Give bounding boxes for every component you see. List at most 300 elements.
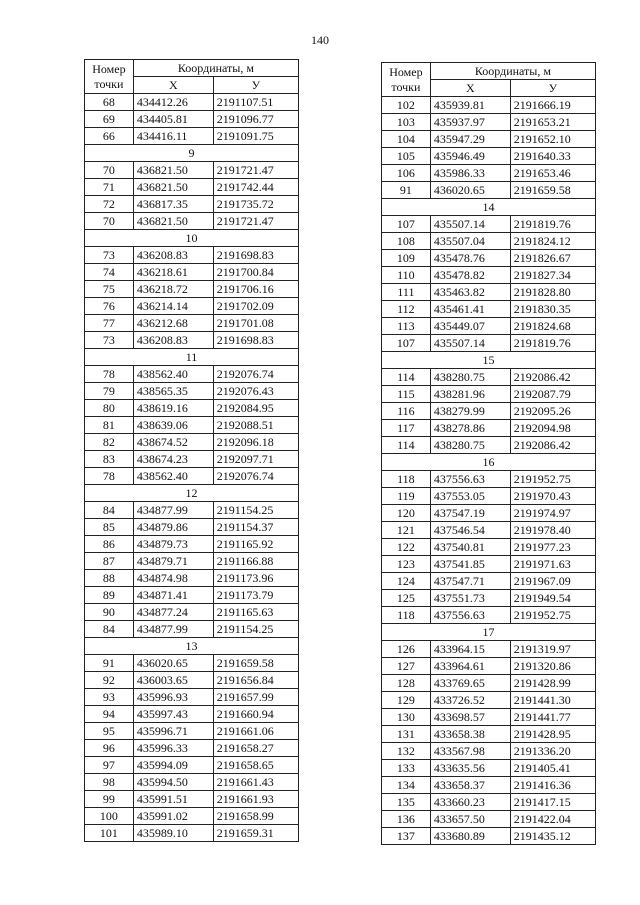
point-number: 120 [382, 505, 431, 522]
table-row [85, 162, 299, 179]
table-row [382, 420, 596, 437]
y-coordinate: 2191154.25 [213, 621, 298, 638]
y-coordinate: 2191706.16 [213, 281, 298, 298]
point-number: 76 [85, 298, 134, 315]
table-row [382, 590, 596, 607]
y-coordinate: 2192076.74 [213, 366, 298, 383]
y-coordinate: 2191702.09 [213, 298, 298, 315]
y-coordinate: 2191735.72 [213, 196, 298, 213]
x-coordinate: 435478.76 [430, 250, 510, 267]
x-coordinate: 436821.50 [133, 179, 213, 196]
x-coordinate: 433660.23 [430, 794, 510, 811]
y-coordinate: 2192096.18 [213, 434, 298, 451]
y-coordinate: 2191824.12 [510, 233, 595, 250]
point-number: 108 [382, 233, 431, 250]
table-row [382, 760, 596, 777]
y-coordinate: 2192076.74 [213, 468, 298, 485]
x-coordinate: 435994.09 [133, 757, 213, 774]
x-coordinate: 438674.23 [133, 451, 213, 468]
group-row [85, 485, 299, 502]
group-label: 15 [382, 352, 596, 369]
x-coordinate: 435996.33 [133, 740, 213, 757]
table-row [85, 213, 299, 230]
table-row [382, 97, 596, 114]
x-coordinate: 434879.71 [133, 553, 213, 570]
table-row [382, 777, 596, 794]
table-row [382, 369, 596, 386]
x-coordinate: 435507.14 [430, 335, 510, 352]
group-row [85, 145, 299, 162]
table-row [85, 502, 299, 519]
x-coordinate: 438674.52 [133, 434, 213, 451]
y-coordinate: 2191653.46 [510, 165, 595, 182]
point-number: 91 [85, 655, 134, 672]
group-label: 11 [85, 349, 299, 366]
table-row [382, 488, 596, 505]
point-number: 94 [85, 706, 134, 723]
page-number: 140 [311, 33, 329, 47]
y-coordinate: 2191826.67 [510, 250, 595, 267]
point-number: 125 [382, 590, 431, 607]
y-coordinate: 2191659.58 [213, 655, 298, 672]
x-coordinate: 438279.99 [430, 403, 510, 420]
table-row [85, 417, 299, 434]
point-number-header [85, 60, 134, 94]
point-number: 137 [382, 828, 431, 845]
point-number: 128 [382, 675, 431, 692]
y-coordinate: 2191949.54 [510, 590, 595, 607]
x-coordinate: 433769.65 [430, 675, 510, 692]
point-number: 78 [85, 468, 134, 485]
point-number: 109 [382, 250, 431, 267]
x-coordinate: 438280.75 [430, 369, 510, 386]
x-coordinate: 433726.52 [430, 692, 510, 709]
y-coordinate: 2191653.21 [510, 114, 595, 131]
table-row [382, 675, 596, 692]
y-coordinate: 2192086.42 [510, 437, 595, 454]
x-coordinate: 435994.50 [133, 774, 213, 791]
table-row [382, 182, 596, 199]
point-number: 136 [382, 811, 431, 828]
table-row [382, 250, 596, 267]
x-coordinate: 433567.98 [430, 743, 510, 760]
y-coordinate: 2191721.47 [213, 162, 298, 179]
x-coordinate: 435947.29 [430, 131, 510, 148]
table-row [382, 471, 596, 488]
y-coordinate: 2191700.84 [213, 264, 298, 281]
point-number: 81 [85, 417, 134, 434]
table-row [382, 726, 596, 743]
table-row [382, 148, 596, 165]
table-row [85, 723, 299, 740]
group-row [382, 454, 596, 471]
table-row [85, 587, 299, 604]
table-body-left [85, 94, 299, 842]
y-coordinate: 2191661.06 [213, 723, 298, 740]
table-row [85, 706, 299, 723]
point-number: 119 [382, 488, 431, 505]
point-number: 95 [85, 723, 134, 740]
x-coordinate: 436821.50 [133, 213, 213, 230]
group-row [382, 199, 596, 216]
x-coordinate: 435507.14 [430, 216, 510, 233]
x-coordinate: 437556.63 [430, 471, 510, 488]
x-coordinate: 434405.81 [133, 111, 213, 128]
table-row [85, 383, 299, 400]
x-header: X [430, 80, 510, 97]
group-label: 10 [85, 230, 299, 247]
point-number: 113 [382, 318, 431, 335]
y-coordinate: 2191656.84 [213, 672, 298, 689]
y-coordinate: 2191107.51 [213, 94, 298, 111]
x-coordinate: 436817.35 [133, 196, 213, 213]
table-row [85, 128, 299, 145]
y-coordinate: 2191978.40 [510, 522, 595, 539]
point-number: 98 [85, 774, 134, 791]
table-row [382, 437, 596, 454]
y-coordinate: 2191658.99 [213, 808, 298, 825]
coordinates-header: Координаты, м [430, 63, 595, 80]
table-row [382, 267, 596, 284]
y-coordinate: 2192087.79 [510, 386, 595, 403]
table-row [382, 794, 596, 811]
x-coordinate: 437553.05 [430, 488, 510, 505]
table-row [382, 131, 596, 148]
point-number: 73 [85, 332, 134, 349]
y-coordinate: 2191828.80 [510, 284, 595, 301]
point-number: 85 [85, 519, 134, 536]
table-row [382, 522, 596, 539]
y-coordinate: 2191830.35 [510, 301, 595, 318]
point-number: 92 [85, 672, 134, 689]
table-row [85, 774, 299, 791]
table-row [85, 111, 299, 128]
point-number: 87 [85, 553, 134, 570]
coordinates-header: Координаты, м [133, 60, 298, 77]
y-coordinate: 2191658.27 [213, 740, 298, 757]
y-coordinate: 2191657.99 [213, 689, 298, 706]
table-row [382, 658, 596, 675]
table-row [382, 743, 596, 760]
table-row [85, 740, 299, 757]
x-coordinate: 438562.40 [133, 366, 213, 383]
y-coordinate: 2191096.77 [213, 111, 298, 128]
y-coordinate: 2191165.63 [213, 604, 298, 621]
point-number: 131 [382, 726, 431, 743]
table-row [85, 604, 299, 621]
table-row [382, 505, 596, 522]
table-row [85, 179, 299, 196]
y-coordinate: 2191405.41 [510, 760, 595, 777]
x-coordinate: 435478.82 [430, 267, 510, 284]
y-coordinate: 2191659.58 [510, 182, 595, 199]
point-number-header-line2: точки [391, 79, 421, 94]
table-row [85, 196, 299, 213]
point-number: 130 [382, 709, 431, 726]
point-number: 127 [382, 658, 431, 675]
point-number-header-line1: Номер [389, 64, 423, 79]
x-coordinate: 435449.07 [430, 318, 510, 335]
group-label: 12 [85, 485, 299, 502]
table-row [85, 519, 299, 536]
point-number: 69 [85, 111, 134, 128]
point-number: 112 [382, 301, 431, 318]
group-label: 14 [382, 199, 596, 216]
x-coordinate: 436208.83 [133, 247, 213, 264]
x-coordinate: 435937.97 [430, 114, 510, 131]
group-label: 17 [382, 624, 596, 641]
y-coordinate: 2191977.23 [510, 539, 595, 556]
table-row [382, 403, 596, 420]
y-coordinate: 2191974.97 [510, 505, 595, 522]
point-number: 91 [382, 182, 431, 199]
point-number-header-line1: Номер [92, 61, 126, 76]
x-coordinate: 433964.15 [430, 641, 510, 658]
point-number: 118 [382, 607, 431, 624]
y-coordinate: 2192084.95 [213, 400, 298, 417]
point-number: 80 [85, 400, 134, 417]
table-row [85, 315, 299, 332]
x-coordinate: 437541.85 [430, 556, 510, 573]
y-coordinate: 2191416.36 [510, 777, 595, 794]
table-row [382, 828, 596, 845]
y-coordinate: 2191742.44 [213, 179, 298, 196]
y-coordinate: 2191666.19 [510, 97, 595, 114]
y-coordinate: 2191091.75 [213, 128, 298, 145]
point-number: 66 [85, 128, 134, 145]
y-coordinate: 2192095.26 [510, 403, 595, 420]
x-coordinate: 433680.89 [430, 828, 510, 845]
x-coordinate: 435991.51 [133, 791, 213, 808]
point-number: 126 [382, 641, 431, 658]
x-coordinate: 435939.81 [430, 97, 510, 114]
x-coordinate: 438565.35 [133, 383, 213, 400]
table-row [382, 318, 596, 335]
group-label: 16 [382, 454, 596, 471]
x-coordinate: 436218.72 [133, 281, 213, 298]
x-coordinate: 435986.33 [430, 165, 510, 182]
x-coordinate: 435996.93 [133, 689, 213, 706]
y-coordinate: 2191721.47 [213, 213, 298, 230]
table-row [85, 757, 299, 774]
x-coordinate: 435997.43 [133, 706, 213, 723]
point-number: 89 [85, 587, 134, 604]
x-coordinate: 438562.40 [133, 468, 213, 485]
point-number: 79 [85, 383, 134, 400]
x-coordinate: 434874.98 [133, 570, 213, 587]
table-row [382, 233, 596, 250]
point-number: 93 [85, 689, 134, 706]
point-number: 71 [85, 179, 134, 196]
table-row [382, 607, 596, 624]
point-number: 84 [85, 621, 134, 638]
x-coordinate: 438280.75 [430, 437, 510, 454]
table-row [85, 94, 299, 111]
table-row [85, 468, 299, 485]
group-row [85, 349, 299, 366]
x-coordinate: 436218.61 [133, 264, 213, 281]
point-number: 78 [85, 366, 134, 383]
table-row [382, 386, 596, 403]
y-coordinate: 2192088.51 [213, 417, 298, 434]
x-coordinate: 435989.10 [133, 825, 213, 842]
x-coordinate: 435461.41 [430, 301, 510, 318]
table-row [382, 301, 596, 318]
y-coordinate: 2191428.95 [510, 726, 595, 743]
point-number: 104 [382, 131, 431, 148]
y-coordinate: 2191441.30 [510, 692, 595, 709]
table-row [382, 573, 596, 590]
x-coordinate: 435463.82 [430, 284, 510, 301]
x-coordinate: 434877.24 [133, 604, 213, 621]
y-coordinate: 2191952.75 [510, 607, 595, 624]
x-coordinate: 436020.65 [133, 655, 213, 672]
y-coordinate: 2191640.33 [510, 148, 595, 165]
table-row [85, 825, 299, 842]
table-row [382, 114, 596, 131]
group-row [85, 230, 299, 247]
x-coordinate: 437546.54 [430, 522, 510, 539]
point-number: 114 [382, 437, 431, 454]
y-coordinate: 2191428.99 [510, 675, 595, 692]
point-number: 117 [382, 420, 431, 437]
point-number: 100 [85, 808, 134, 825]
table-row [85, 808, 299, 825]
y-coordinate: 2191320.86 [510, 658, 595, 675]
x-coordinate: 435946.49 [430, 148, 510, 165]
point-number: 82 [85, 434, 134, 451]
coordinates-table-left [84, 59, 299, 842]
point-number: 70 [85, 162, 134, 179]
point-number: 102 [382, 97, 431, 114]
x-coordinate: 437540.81 [430, 539, 510, 556]
point-number: 106 [382, 165, 431, 182]
table-row [85, 553, 299, 570]
y-coordinate: 2191661.43 [213, 774, 298, 791]
group-row [85, 638, 299, 655]
table-row [85, 434, 299, 451]
point-number: 107 [382, 216, 431, 233]
x-coordinate: 436020.65 [430, 182, 510, 199]
point-number: 99 [85, 791, 134, 808]
point-number: 90 [85, 604, 134, 621]
x-coordinate: 436212.68 [133, 315, 213, 332]
y-coordinate: 2191819.76 [510, 335, 595, 352]
table-row [85, 332, 299, 349]
x-coordinate: 434877.99 [133, 621, 213, 638]
point-number: 134 [382, 777, 431, 794]
y-coordinate: 2191417.15 [510, 794, 595, 811]
point-number: 88 [85, 570, 134, 587]
y-coordinate: 2191952.75 [510, 471, 595, 488]
x-coordinate: 437551.73 [430, 590, 510, 607]
x-header: X [133, 77, 213, 94]
table-row [85, 689, 299, 706]
point-number: 101 [85, 825, 134, 842]
table-row [382, 284, 596, 301]
x-coordinate: 435507.04 [430, 233, 510, 250]
y-coordinate: 2191824.68 [510, 318, 595, 335]
y-coordinate: 2191441.77 [510, 709, 595, 726]
point-number: 75 [85, 281, 134, 298]
point-number: 70 [85, 213, 134, 230]
y-coordinate: 2192094.98 [510, 420, 595, 437]
y-coordinate: 2191660.94 [213, 706, 298, 723]
y-coordinate: 2191336.20 [510, 743, 595, 760]
table-body-right [382, 97, 596, 845]
point-number: 114 [382, 369, 431, 386]
table-row [85, 621, 299, 638]
y-coordinate: 2191698.83 [213, 247, 298, 264]
table-row [85, 264, 299, 281]
group-label: 9 [85, 145, 299, 162]
table-row [382, 641, 596, 658]
table-row [85, 400, 299, 417]
x-coordinate: 434877.99 [133, 502, 213, 519]
point-number: 103 [382, 114, 431, 131]
point-number: 83 [85, 451, 134, 468]
point-number: 97 [85, 757, 134, 774]
x-coordinate: 438639.06 [133, 417, 213, 434]
point-number: 110 [382, 267, 431, 284]
x-coordinate: 433658.37 [430, 777, 510, 794]
point-number: 121 [382, 522, 431, 539]
header-row [382, 63, 596, 80]
y-coordinate: 2191166.88 [213, 553, 298, 570]
y-header: У [213, 77, 298, 94]
x-coordinate: 434412.26 [133, 94, 213, 111]
x-coordinate: 433698.57 [430, 709, 510, 726]
table-row [382, 811, 596, 828]
x-coordinate: 434879.73 [133, 536, 213, 553]
y-coordinate: 2191173.79 [213, 587, 298, 604]
y-coordinate: 2191422.04 [510, 811, 595, 828]
group-row [382, 624, 596, 641]
table-row [85, 298, 299, 315]
x-coordinate: 437547.71 [430, 573, 510, 590]
x-coordinate: 433657.50 [430, 811, 510, 828]
point-number: 118 [382, 471, 431, 488]
y-coordinate: 2191652.10 [510, 131, 595, 148]
table-row [85, 451, 299, 468]
y-coordinate: 2191827.34 [510, 267, 595, 284]
point-number: 129 [382, 692, 431, 709]
x-coordinate: 438281.96 [430, 386, 510, 403]
x-coordinate: 438278.86 [430, 420, 510, 437]
point-number: 123 [382, 556, 431, 573]
x-coordinate: 438619.16 [133, 400, 213, 417]
table-row [85, 536, 299, 553]
group-row [382, 352, 596, 369]
table-row [382, 165, 596, 182]
y-coordinate: 2192076.43 [213, 383, 298, 400]
point-number: 111 [382, 284, 431, 301]
point-number: 116 [382, 403, 431, 420]
y-coordinate: 2191154.25 [213, 502, 298, 519]
y-coordinate: 2191173.96 [213, 570, 298, 587]
point-number: 122 [382, 539, 431, 556]
table-row [382, 709, 596, 726]
y-coordinate: 2191970.43 [510, 488, 595, 505]
x-coordinate: 433658.38 [430, 726, 510, 743]
point-number: 115 [382, 386, 431, 403]
y-coordinate: 2191165.92 [213, 536, 298, 553]
table-row [85, 570, 299, 587]
table-row [382, 556, 596, 573]
point-number: 68 [85, 94, 134, 111]
group-label: 13 [85, 638, 299, 655]
point-number: 124 [382, 573, 431, 590]
